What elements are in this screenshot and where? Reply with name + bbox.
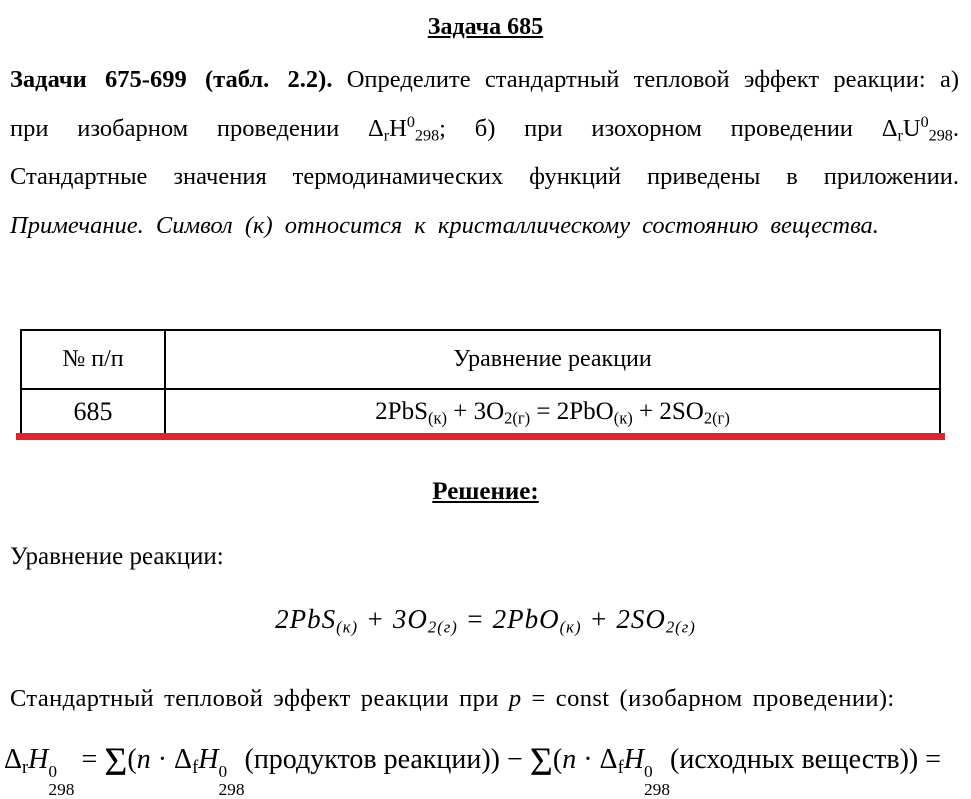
statement-text-2: ; б) при изохорном проведении	[439, 114, 882, 142]
statement-text-3: . Стандартные значения термодинамических функций приведены в приложении.	[10, 114, 959, 190]
table-cell-equation: $2PbS_{(к)} + 3O_{2(г)} = 2PbO_{(к)} + 2SO_{2(г)}$	[165, 389, 940, 435]
statement-text-1: Определите стандартный тепловой эффект реакции: а) при изобарном проведении	[10, 66, 959, 142]
reaction-equation: $2PbS_{(к)} + 3O_{2(г)} = 2PbO_{(к)} + 2SO_{2(г)}$	[275, 604, 696, 637]
table-row	[21, 389, 940, 435]
equation-label: Уравнение реакции:	[10, 543, 224, 570]
enthalpy-formula: $\Delta_rH$ 0 298 = $\Sigma(n \cdot \Delta_fH$ 0 298 (продуктов реакции)) − $\Sigma(n \cdot \Delta_fH$ 0 298 (исходных веществ)) =	[4, 740, 942, 799]
statement-note: Примечание. Символ (к) относится к кристаллическому состоянию вещества.	[10, 211, 879, 239]
problem-range-label: Задачи 675-699 (табл. 2.2).	[10, 66, 333, 93]
delta-u-formula: $\Delta_rU^0_{298}$	[881, 113, 953, 145]
problem-statement	[10, 56, 959, 250]
solution-heading-text: Решение:	[432, 478, 539, 505]
reaction-table	[20, 329, 941, 436]
page-title-text: Задача 685	[427, 14, 544, 40]
solution-heading	[0, 478, 971, 506]
table-header-number: № п/п	[21, 330, 165, 389]
isobaric-statement: Стандартный тепловой эффект реакции при p = const (изобарном проведении):	[10, 685, 895, 712]
page-title	[0, 14, 971, 41]
table-header-row	[21, 330, 940, 389]
red-underline-bar	[16, 433, 945, 440]
delta-h-formula: $\Delta_rH^0_{298}$	[367, 113, 440, 145]
table-cell-number: 685	[21, 389, 165, 435]
table-header-equation: Уравнение реакции	[165, 330, 940, 389]
